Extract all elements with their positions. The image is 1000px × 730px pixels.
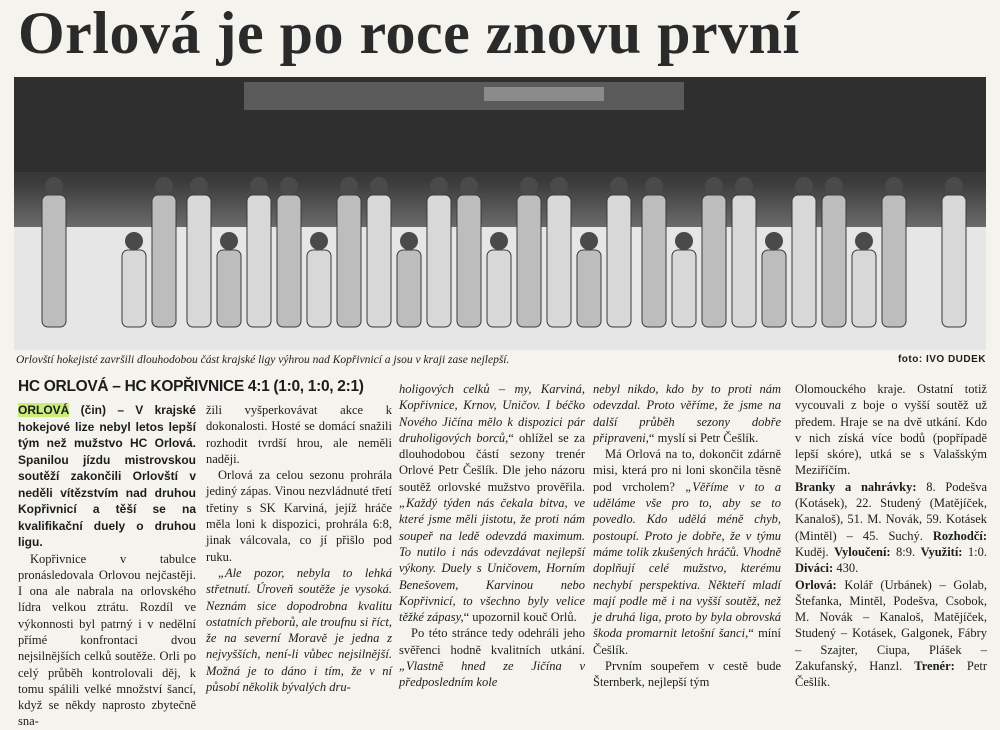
player-silhouette <box>487 250 511 327</box>
article-column-2 <box>206 402 392 695</box>
penalties-value: 8:9. <box>896 544 916 559</box>
quote-paragraph: „Ale pozor, nebyla to lehká střetnutí. Úroveň soutěže je vysoká. Neznám sice dopodrobna kvalitu ostatních přeborů, ale troufnu si říct, že na severní Moravě je jedna z nejvyšších, není-li vůbec nejsilnější. Možná je to dáno i tím, že v ní působí několik bývalých dru- <box>206 565 392 695</box>
text: “ ohlížel se za dlouhodobou částí sezony trenér Orlové Petr Češlík. Dle jeho názoru soutěž orlovské mužstvo prověřila. <box>399 430 586 494</box>
text: Po této stránce tedy odehráli jeho svěřenci hodně kvalitních utkání. <box>399 626 585 657</box>
powerplay-label: Využití: <box>920 544 963 559</box>
player-helmet <box>430 177 448 195</box>
coach-value: Petr Češlík. <box>795 659 988 690</box>
lead-text: – V krajské hokejové lize nebyl letos lepší tým než mužstvo HC Orlová. Spanilou jízdu mistrovskou soutěží zakončili Orlovští v neděli vítězstvím nad druhou Kopřivnicí a těší se na kvalifikační duely o druhou ligu. <box>18 403 196 549</box>
player-silhouette <box>247 195 271 327</box>
player-silhouette <box>367 195 391 327</box>
player-helmet <box>855 232 873 250</box>
player-silhouette <box>42 195 66 327</box>
player-helmet <box>190 177 208 195</box>
player-helmet <box>705 177 723 195</box>
referee-value: Kuděj. <box>795 544 829 559</box>
player-helmet <box>610 177 628 195</box>
paragraph: Orlová za celou sezonu prohrála jediný zápas. Vinou nezvládnuté třetí třetiny s SK Karviná, jejíž hráče měla loni k dispozici, prohrála 6:8, jinak válcovala, co jí přišlo pod ruku. <box>206 468 392 564</box>
player-silhouette <box>762 250 786 327</box>
paragraph: Prvním soupeřem v cestě bude Šternberk, nejlepší tým <box>593 659 781 690</box>
goals-label: Branky a nahrávky: <box>795 479 917 494</box>
photo-caption: Orlovští hokejisté završili dlouhodobou část krajské ligy výhrou nad Kopřivnicí a jsou v kraji zase nejlepší. <box>16 354 510 366</box>
player-helmet <box>945 177 963 195</box>
quote: „Věříme v to a uděláme vše pro to, aby se to povedlo. Kdo udělá méně chyb, postoupí. Proto je dobře, že v týmu máme tolik zkušených hráčů. Vhodně doplňují celé mužstvo, kterému nechybí perspektiva. Někteří mladí mají podle mě i na vyšší soutěž, než je druhá liga, proto by byla obrovská škoda promarnit letošní šanci, <box>593 479 781 641</box>
text: “ upozornil kouč Orlů. <box>463 610 577 625</box>
player-silhouette <box>942 195 966 327</box>
paragraph <box>399 381 585 625</box>
match-result-heading: HC ORLOVÁ – HC KOPŘIVNICE 4:1 (1:0, 1:0, 2:1) <box>18 378 364 395</box>
player-helmet <box>370 177 388 195</box>
player-helmet <box>250 177 268 195</box>
player-silhouette <box>307 250 331 327</box>
lineup-label: Orlová: <box>795 577 837 592</box>
player-silhouette <box>517 195 541 327</box>
dateline: ORLOVÁ <box>18 403 70 417</box>
goals-value: 8. Podešva (Kotásek), 22. Studený (Matějíček, Kanaloš), 51. M. Novák, 59. Kotásek (Mintěl) – 45. Suchý. <box>795 479 987 543</box>
lead-paragraph <box>18 402 196 551</box>
player-helmet <box>885 177 903 195</box>
quote: „Vlastně hned ze Jičína v předposledním kole <box>399 659 585 690</box>
player-silhouette <box>732 195 756 327</box>
player-helmet <box>400 232 418 250</box>
paragraph <box>593 446 781 658</box>
agency-tag: (čin) <box>80 403 106 417</box>
player-silhouette <box>642 195 666 327</box>
coach-label: Trenér: <box>914 659 955 674</box>
player-helmet <box>550 177 568 195</box>
player-helmet <box>340 177 358 195</box>
attendance-label: Diváci: <box>795 561 834 576</box>
lineup <box>795 577 987 691</box>
attendance-value: 430. <box>836 561 859 576</box>
player-helmet <box>520 177 538 195</box>
team-photo-graphic <box>14 77 986 350</box>
powerplay-value: 1:0. <box>967 544 987 559</box>
player-helmet <box>735 177 753 195</box>
paragraph: žili vyšperkovávat akce k dokonalosti. Hosté se domácí snažili rozhodit tvrdší hrou, ale neměli naději. <box>206 403 392 466</box>
player-silhouette <box>152 195 176 327</box>
player-silhouette <box>397 250 421 327</box>
text: “ myslí si Petr Češlík. <box>648 430 759 445</box>
player-helmet <box>765 232 783 250</box>
player-silhouette <box>122 250 146 327</box>
player-silhouette <box>187 195 211 327</box>
player-helmet <box>490 232 508 250</box>
penalties-label: Vyloučení: <box>834 544 891 559</box>
article-column-3 <box>399 381 585 691</box>
player-helmet <box>675 232 693 250</box>
player-helmet <box>220 232 238 250</box>
player-helmet <box>45 177 63 195</box>
paragraph: Olomouckého kraje. Ostatní totiž vycouvali z boje o vyšší soutěž už předem. Hraje se na dvě utkání. Kdo v nich získá více bodů (popřípadě lepší skóre), utká se s Valašským Meziříčím. <box>795 382 987 478</box>
player-helmet <box>125 232 143 250</box>
text: Má Orlová na to, dokončit zdárně misi, která pro ni loni skončila těsně pod vrcholem? <box>593 447 781 494</box>
article-column-5 <box>795 381 987 691</box>
player-silhouette <box>457 195 481 327</box>
player-silhouette <box>577 250 601 327</box>
quote: nebyl nikdo, kdo by to proti nám odevzdal. Proto věříme, že jsme na další průběh sezony dobře připraveni, <box>593 382 781 445</box>
player-helmet <box>310 232 328 250</box>
player-helmet <box>645 177 663 195</box>
article-column-1 <box>18 402 196 730</box>
player-silhouette <box>702 195 726 327</box>
lineup-value: Kolář (Urbánek) – Golab, Štefanka, Mintěl, Podešva, Csobok, M. Novák – Kanaloš, Matějíček, Studený – Kotásek, Galgonek, Fábry – Szajter, Ciupa, Plášek – Zakufanský, Hanzl. <box>795 577 988 674</box>
paragraph <box>593 381 781 446</box>
referee-label: Rozhodčí: <box>932 528 987 543</box>
player-silhouette <box>427 195 451 327</box>
player-silhouette <box>337 195 361 327</box>
match-stats <box>795 479 987 577</box>
player-silhouette <box>852 250 876 327</box>
player-silhouette <box>882 195 906 327</box>
article-column-4 <box>593 381 781 691</box>
player-helmet <box>825 177 843 195</box>
player-silhouette <box>217 250 241 327</box>
player-silhouette <box>547 195 571 327</box>
player-helmet <box>580 232 598 250</box>
player-helmet <box>460 177 478 195</box>
text: “ míní Češlík. <box>593 626 782 657</box>
quote: „Každý týden nás čekala bitva, ve které jsme měli jistotu, že proti nám soupeř na ledě odevzdá maximum. To nutilo i nás odevzdávat nejlepší výkony. Duely s Uničovem, Horním Benešovem, Karvinou nebo Kopřivnicí, to všechno byly velice těžké zápasy, <box>399 496 585 625</box>
photo-credit: foto: IVO DUDEK <box>897 354 986 365</box>
player-silhouette <box>607 195 631 327</box>
team-photo <box>14 77 986 350</box>
player-silhouette <box>277 195 301 327</box>
player-silhouette <box>822 195 846 327</box>
player-silhouette <box>792 195 816 327</box>
player-helmet <box>795 177 813 195</box>
headline: Orlová je po roce znovu první <box>18 0 800 66</box>
player-helmet <box>280 177 298 195</box>
paragraph <box>399 625 585 690</box>
paragraph: Kopřivnice v tabulce pronásledovala Orlovou nejčastěji. I ona ale nabrala na orlovského lídra velkou ztrátu. Rozdíl ve výkonnosti byl patrný i v nedělní přímé konfrontaci dvou nejsilnějších celků soutěže. Orli po celý průběh kontrolovali děj, k tomu spálili velké množství šancí, když se někdy naprosto zbytečně sna- <box>18 551 196 729</box>
player-helmet <box>155 177 173 195</box>
quote: holigových celků – my, Karviná, Kopřivnice, Krnov, Uničov. I béčko Nového Jičína mělo k dispozici pár druholigových borců, <box>399 382 585 445</box>
player-silhouette <box>672 250 696 327</box>
